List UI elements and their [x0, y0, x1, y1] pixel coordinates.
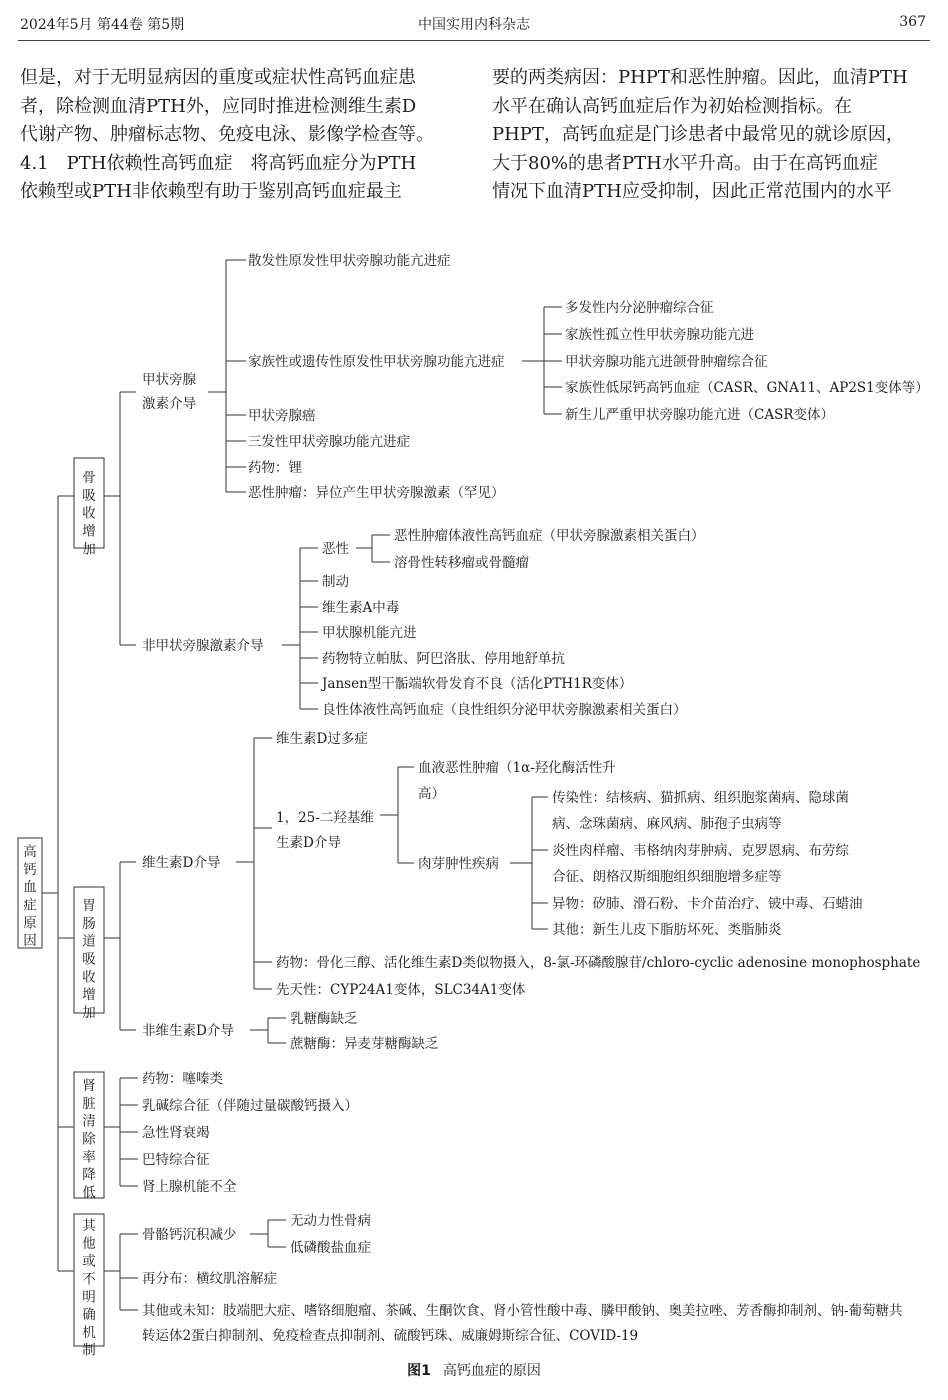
familial-item: 甲状旁腺功能亢进颌骨肿瘤综合征: [565, 354, 768, 370]
text-line: 但是，对于无明显病因的重度或症状性高钙血症患: [20, 67, 416, 88]
group-label-gut: 胃肠道吸收增加: [82, 898, 96, 1021]
non-pth-item-malignant: 恶性: [322, 541, 349, 557]
pth-mediated-label: 甲状旁腺: [142, 372, 196, 388]
heme-malignancy-cont: 高）: [418, 786, 445, 802]
non-vitamin-d-item: 乳糖酶缺乏: [290, 1011, 358, 1027]
calcitriol-mediated-label: 1，25-二羟基维: [276, 810, 374, 826]
heme-malignancy: 血液恶性肿瘤（1α-羟化酶活性升: [418, 760, 616, 776]
pth-item-familial: 家族性或遗传性原发性甲状旁腺功能亢进症: [248, 354, 505, 370]
figure-caption-text: 高钙血症的原因: [442, 1363, 541, 1379]
non-vitamin-d-item: 蔗糖酶：异麦芽糖酶缺乏: [290, 1036, 439, 1052]
pth-item: 散发性原发性甲状旁腺功能亢进症: [248, 253, 451, 269]
familial-item: 新生儿严重甲状旁腺功能亢进（CASR变体）: [565, 407, 834, 423]
bone-deposition-label: 骨骼钙沉积减少: [142, 1227, 237, 1243]
granuloma-item: 其他：新生儿皮下脂肪坏死、类脂肺炎: [552, 922, 782, 938]
text-line: 情况下血清PTH应受抑制，因此正常范围内的水平: [492, 181, 892, 202]
familial-item: 多发性内分泌肿瘤综合征: [565, 300, 714, 316]
non-pth-item: 维生素A中毒: [322, 600, 400, 616]
non-pth-mediated-label: 非甲状旁腺激素介导: [142, 638, 264, 654]
malignant-item: 溶骨性转移瘤或骨髓瘤: [394, 555, 529, 571]
granuloma-item: 炎性肉样瘤、韦格纳肉芽肿病、克罗恩病、布劳综: [552, 843, 849, 859]
redistribution-item: 再分布：横纹肌溶解症: [142, 1271, 277, 1287]
text-line: 者，除检测血清PTH外，应同时推进检测维生素D: [20, 95, 417, 117]
granuloma-item: 异物：矽肺、滑石粉、卡介苗治疗、铍中毒、石蜡油: [552, 896, 863, 912]
pth-mediated-label-cont: 激素介导: [142, 396, 196, 412]
kidney-item: 乳碱综合征（伴随过量碳酸钙摄入）: [142, 1098, 358, 1114]
vitamin-d-mediated-label: 维生素D介导: [142, 855, 221, 871]
kidney-item: 巴特综合征: [142, 1152, 210, 1168]
text-line: 大于80%的患者PTH水平升高。由于在高钙血症: [492, 152, 878, 174]
kidney-item: 急性肾衰竭: [142, 1125, 210, 1141]
journal-title: 中国实用内科杂志: [418, 17, 530, 33]
granuloma-item: 传染性：结核病、猫抓病、组织胞浆菌病、隐球菌: [552, 790, 849, 806]
figure-caption: [0, 1360, 948, 1380]
granulomatous-disease: 肉芽肿性疾病: [418, 856, 499, 872]
calcitriol-mediated-label-cont: 生素D介导: [276, 835, 341, 851]
group-label-bone: 骨吸收增加: [82, 470, 96, 558]
pth-item: 恶性肿瘤：异位产生甲状旁腺激素（罕见）: [248, 485, 505, 501]
pth-item: 甲状旁腺癌: [248, 408, 316, 424]
non-pth-item: 良性体液性高钙血症（良性组织分泌甲状旁腺激素相关蛋白）: [322, 702, 687, 718]
root-label: 高钙血症原因: [23, 844, 37, 950]
malignant-item: 恶性肿瘤体液性高钙血症（甲状旁腺激素相关蛋白）: [394, 528, 705, 544]
section-heading-line: 4.1 PTH依赖性高钙血症 将高钙血症分为PTH: [20, 152, 417, 174]
kidney-item: 肾上腺机能不全: [142, 1179, 237, 1195]
granuloma-item-cont: 病、念珠菌病、麻风病、肺孢子虫病等: [552, 816, 782, 832]
bone-deposition-item: 低磷酸盐血症: [290, 1240, 371, 1256]
page-number: 367: [899, 14, 926, 30]
group-label-other: 其他或不明确机制: [82, 1218, 96, 1359]
figure-label: 图1: [407, 1363, 431, 1379]
non-pth-item: 制动: [322, 574, 349, 590]
text-line: 水平在确认高钙血症后作为初始检测指标。在: [492, 95, 852, 117]
text-line: PHPT，高钙血症是门诊患者中最常见的就诊原因，: [492, 124, 904, 145]
familial-item: 家族性孤立性甲状旁腺功能亢进: [565, 327, 754, 343]
bone-deposition-item: 无动力性骨病: [290, 1213, 371, 1229]
vitamin-d-excess: 维生素D过多症: [276, 731, 368, 747]
non-vitamin-d-mediated-label: 非维生素D介导: [142, 1023, 234, 1039]
vitamin-d-congenital: 先天性：CYP24A1变体，SLC34A1变体: [276, 982, 526, 998]
vitamin-d-drugs: 药物：骨化三醇、活化维生素D类似物摄入，8-氯-环磷酸腺苷/chloro-cyclic adenosine monophosphate: [276, 955, 921, 971]
kidney-item: 药物：噻嗪类: [142, 1071, 223, 1087]
text-line: 代谢产物、肿瘤标志物、免疫电泳、影像学检查等。: [20, 124, 434, 145]
granuloma-item-cont: 合征、朗格汉斯细胞组织细胞增多症等: [552, 869, 782, 885]
non-pth-item: 药物特立帕肽、阿巴洛肽、停用地舒单抗: [322, 651, 565, 667]
pth-item: 药物：锂: [248, 460, 302, 476]
text-line: 依赖型或PTH非依赖型有助于鉴别高钙血症最主: [20, 181, 402, 202]
familial-item: 家族性低尿钙高钙血症（CASR、GNA11、AP2S1变体等）: [565, 380, 929, 396]
non-pth-item: 甲状腺机能亢进: [322, 625, 417, 641]
other-unknown-item: 其他或未知：肢端肥大症、嗜铬细胞瘤、茶碱、生酮饮食、肾小管性酸中毒、膦甲酸钠、奥美拉唑、芳香酶抑制剂、钠-葡萄糖共: [142, 1303, 903, 1319]
other-unknown-item-cont: 转运体2蛋白抑制剂、免疫检查点抑制剂、硫酸钙珠、威廉姆斯综合征、COVID-19: [142, 1328, 639, 1344]
group-label-kidney: 肾脏清除率降低: [82, 1078, 96, 1201]
non-pth-item: Jansen型干骺端软骨发育不良（活化PTH1R变体）: [322, 676, 633, 692]
journal-issue: 2024年5月 第44卷 第5期: [20, 17, 185, 33]
pth-item: 三发性甲状旁腺功能亢进症: [248, 434, 410, 450]
text-line: 要的两类病因：PHPT和恶性肿瘤。因此，血清PTH: [492, 67, 908, 88]
